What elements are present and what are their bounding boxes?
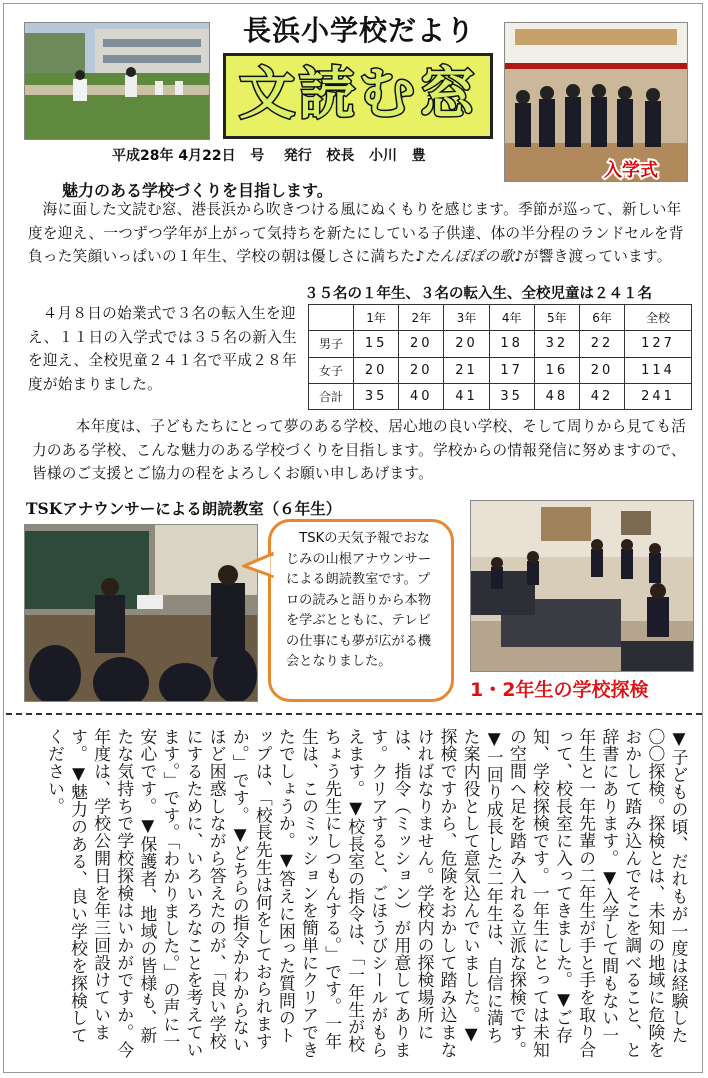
table-cell: 16 — [534, 357, 579, 383]
table-cell: 17 — [489, 357, 534, 383]
table-header-cell: 2年 — [399, 305, 444, 331]
table-cell: 41 — [444, 383, 489, 409]
intro-text-end: が響き渡っています。 — [523, 248, 672, 265]
table-title: ３５名の１年生、３名の転入生、全校児童は２４１名 — [304, 285, 652, 302]
table-cell: 20 — [354, 357, 399, 383]
masthead-title: 文読む窓 — [239, 62, 479, 127]
table-cell: 48 — [534, 383, 579, 409]
row-label: 合計 — [309, 383, 354, 409]
table-cell: 127 — [625, 331, 692, 357]
table-cell: 40 — [399, 383, 444, 409]
table-cell: 18 — [489, 331, 534, 357]
song-title: ♪たんぽぽの歌♪ — [415, 248, 524, 265]
table-header-cell: 6年 — [579, 305, 624, 331]
row-label: 女子 — [309, 357, 354, 383]
exploration-caption: 1・2年生の学校探検 — [470, 679, 649, 701]
table-cell: 241 — [625, 383, 692, 409]
ceremony-photo — [504, 22, 688, 182]
table-header-row — [309, 305, 692, 331]
table-cell: 20 — [444, 331, 489, 357]
table-header-cell: 全校 — [625, 305, 692, 331]
table-cell: 20 — [399, 357, 444, 383]
classroom-photo — [24, 524, 258, 702]
table-cell: 22 — [579, 331, 624, 357]
table-cell: 42 — [579, 383, 624, 409]
table-header-cell: 1年 — [354, 305, 399, 331]
enrollment-table — [308, 304, 692, 410]
exploration-photo — [470, 500, 694, 672]
table-cell: 20 — [399, 331, 444, 357]
table-header-cell: 3年 — [444, 305, 489, 331]
issue-line: 平成28年 4月22日 号 発行 校長 小川 豊 — [112, 148, 426, 164]
table-cell: 114 — [625, 357, 692, 383]
reading-class-title: TSKアナウンサーによる朗読教室（６年生） — [26, 499, 342, 518]
row-label: 男子 — [309, 331, 354, 357]
article-headline: 魅力のある学校づくりを目指します。 — [62, 181, 333, 200]
table-cell: 15 — [354, 331, 399, 357]
column-vertical-text: ▼子どもの頃、だれもが一度は経験した〇〇探検。探検とは、未知の地域に危険をおかして踏み込んでそこを調べること、と辞書にあります。▼入学して間もない一年生と一年先輩の二年生が手と手を取り合って、校長室に入ってきました。▼ご存知、学校探検です。一年生にとっては未知の空間へ足を踏み入れる立派な探検です。▼一回り成長した二年生は、自信に満ちた案内役として意気込んでいました。▼探検ですから、危険をおかして踏み込まなければなりません。学校内の探検場所には、指令（ミッション）が用意してあります。クリアすると、ごほうびシールがもらえます。▼校長室の指令は、「一年生が校ちょう先生にしつもんする。」です。一年生は、このミッションを簡単にクリアできたでしょうか。▼答えに困った質問のトップは、「校長先生は何をしておられますか。」です。▼どちらの指令かわからないほど困惑しながら答えたのが、「良い学校にするために、いろいろなことを考えています。」です。「わかりました。」の声に一安心です。▼保護者、地域の皆様も、新たな気持ちで学校探検はいかがですか。今年度は、学校公開日を年三回設けています。▼魅力のある、良い学校を探検してください。 — [45, 728, 689, 1059]
bubble-text: TSKの天気予報でおなじみの山根アナウンサーによる朗読教室です。プロの読みと語りから本物を学ぶとともに、テレビの仕事にも夢が広がる機会となりました。 — [286, 531, 432, 669]
table-row — [309, 357, 692, 383]
table-header-cell: 5年 — [534, 305, 579, 331]
sports-photo — [24, 22, 210, 140]
table-cell: 35 — [489, 383, 534, 409]
table-header-cell — [309, 305, 354, 331]
table-cell: 21 — [444, 357, 489, 383]
bubble-tail — [242, 552, 274, 580]
intro-paragraph — [28, 198, 690, 269]
intro-text: 海に面した文読む窓、港長浜から吹きつける風にぬくもりを感じます。季節が巡って、新しい年度を迎え、一つずつ学年が上がって気持ちを新たにしている子供達、体の半分程のランドセルを背負った笑顔いっぱいの１年生、学校の朝は優しさに満ちた — [28, 201, 684, 265]
table-header-cell: 4年 — [489, 305, 534, 331]
table-cell: 35 — [354, 383, 399, 409]
table-cell: 32 — [534, 331, 579, 357]
enrollment-paragraph: ４月８日の始業式で３名の転入生を迎え、１１日の入学式では３５名の新入生を迎え、全校児童２４１名で平成２８年度が始まりました。 — [28, 305, 297, 393]
table-cell: 20 — [579, 357, 624, 383]
ceremony-caption: 入学式 — [604, 160, 658, 181]
goals-paragraph: 本年度は、子どもたちにとって夢のある学校、居心地の良い学校、そして周りから見ても活力のある学校、こんな魅力のある学校づくりを目指します。学校からの情報発信に努めますので、皆様のご支援とご協力の程をよろしくお願い申しあげます。 — [32, 418, 687, 482]
dashed-divider — [6, 713, 702, 715]
table-row — [309, 383, 692, 409]
school-newsletter-title: 長浜小学校だより — [242, 14, 475, 47]
table-row — [309, 331, 692, 357]
